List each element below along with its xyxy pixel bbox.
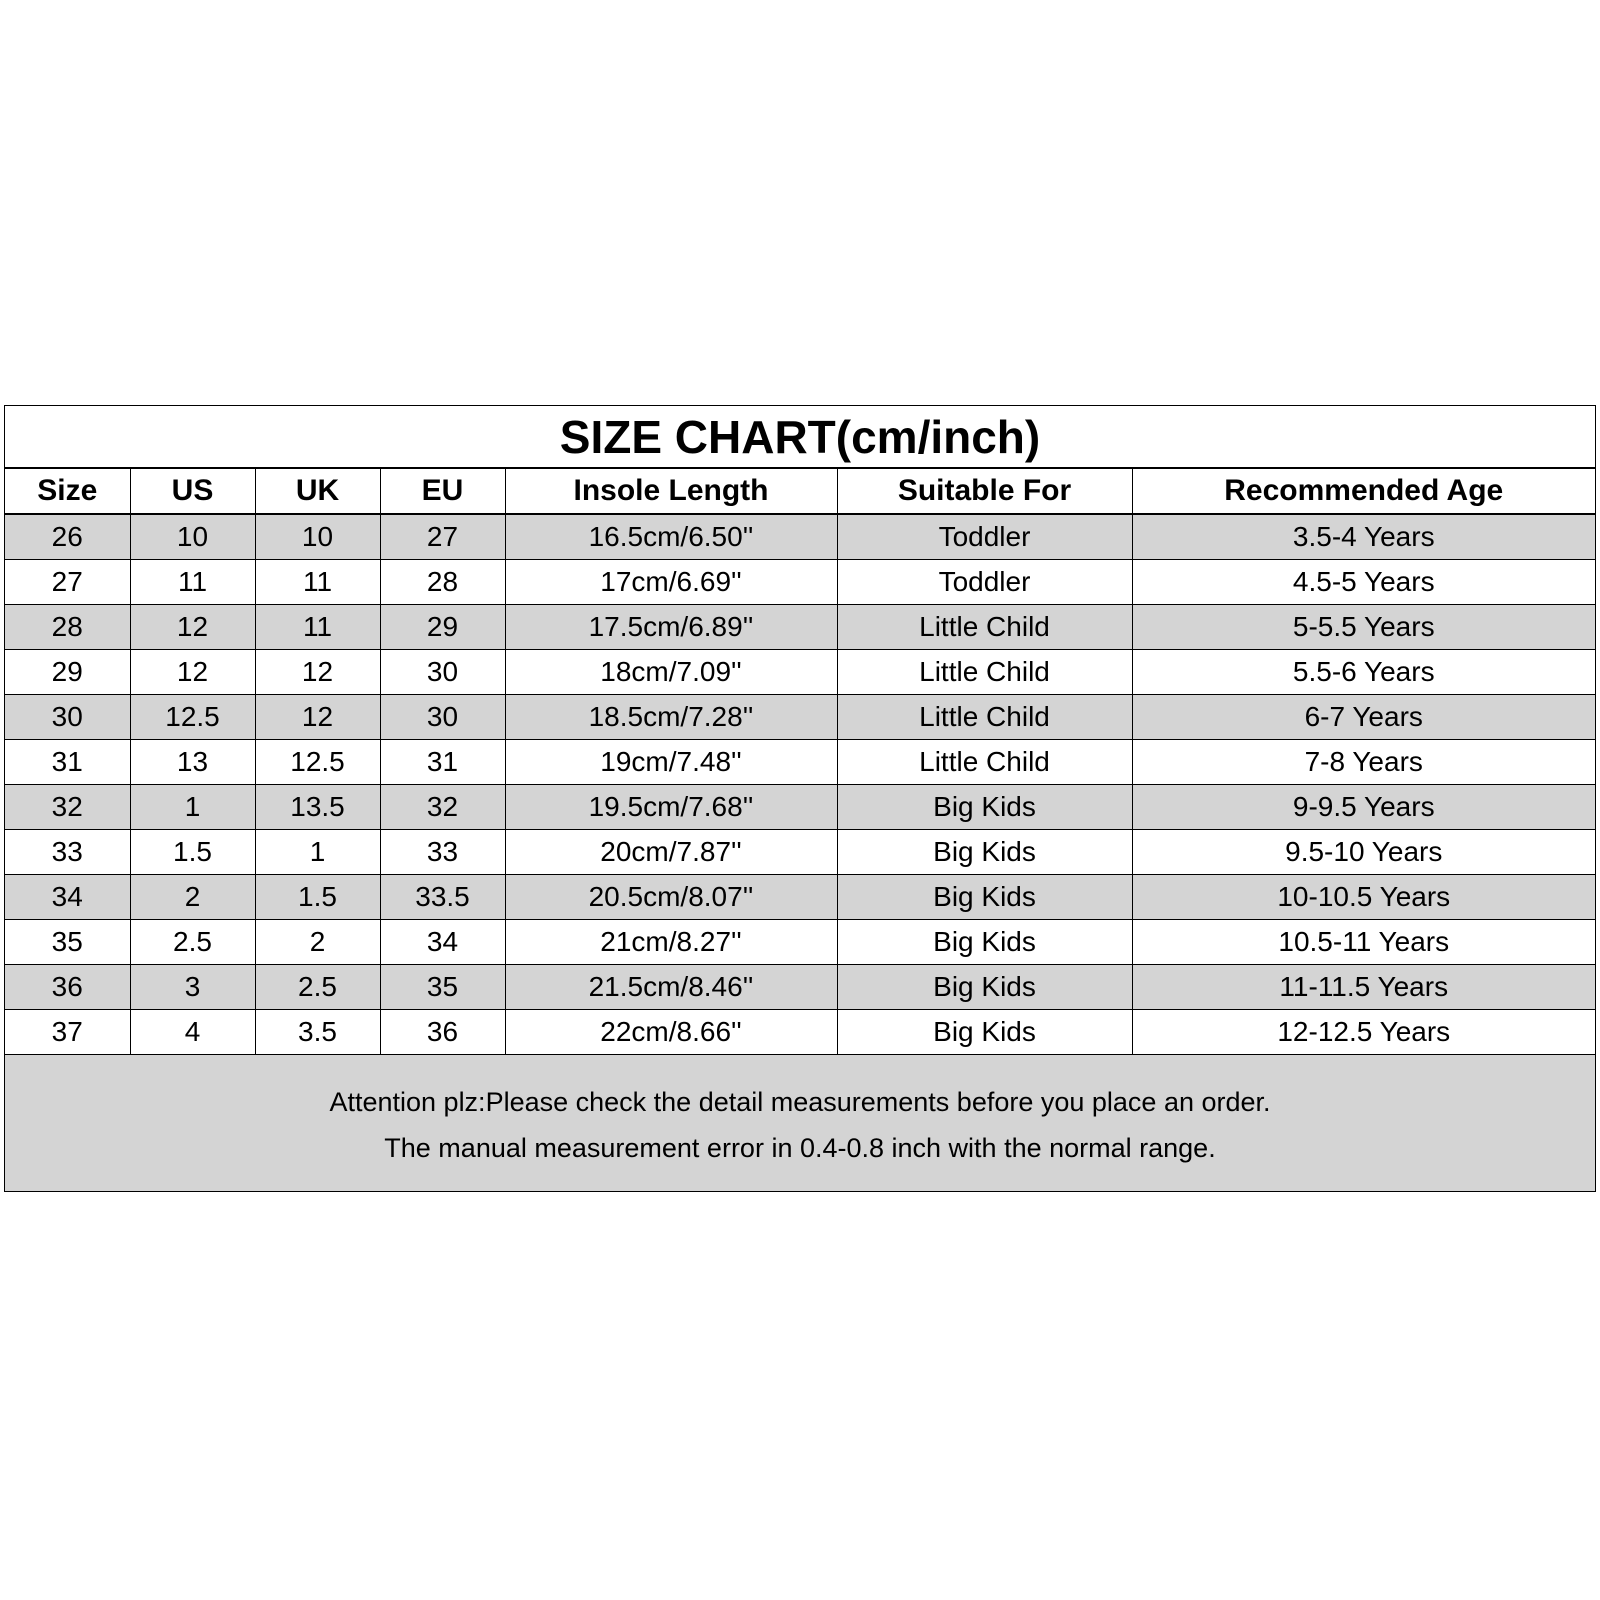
- table-row: [5, 560, 1595, 605]
- table-row: [5, 830, 1595, 875]
- cell-size: 31: [5, 740, 130, 785]
- cell-recommended-age: 3.5-4 Years: [1132, 514, 1595, 560]
- cell-insole-length: 20cm/7.87'': [505, 830, 837, 875]
- cell-size: 36: [5, 965, 130, 1010]
- cell-us: 13: [130, 740, 255, 785]
- cell-eu: 29: [380, 605, 505, 650]
- cell-uk: 11: [255, 560, 380, 605]
- cell-insole-length: 21.5cm/8.46'': [505, 965, 837, 1010]
- cell-us: 12: [130, 650, 255, 695]
- cell-suitable-for: Big Kids: [837, 875, 1132, 920]
- cell-uk: 13.5: [255, 785, 380, 830]
- cell-recommended-age: 9.5-10 Years: [1132, 830, 1595, 875]
- header-eu: EU: [380, 469, 505, 514]
- cell-insole-length: 18cm/7.09'': [505, 650, 837, 695]
- cell-size: 29: [5, 650, 130, 695]
- cell-insole-length: 21cm/8.27'': [505, 920, 837, 965]
- cell-eu: 33: [380, 830, 505, 875]
- cell-recommended-age: 4.5-5 Years: [1132, 560, 1595, 605]
- cell-uk: 1.5: [255, 875, 380, 920]
- cell-eu: 28: [380, 560, 505, 605]
- cell-eu: 32: [380, 785, 505, 830]
- chart-title: SIZE CHART(cm/inch): [5, 406, 1595, 469]
- table-row: [5, 965, 1595, 1010]
- cell-recommended-age: 11-11.5 Years: [1132, 965, 1595, 1010]
- cell-eu: 30: [380, 695, 505, 740]
- cell-us: 3: [130, 965, 255, 1010]
- cell-uk: 2.5: [255, 965, 380, 1010]
- cell-us: 4: [130, 1010, 255, 1055]
- size-table: [5, 469, 1595, 1055]
- cell-us: 1: [130, 785, 255, 830]
- table-row: [5, 740, 1595, 785]
- header-suitable-for: Suitable For: [837, 469, 1132, 514]
- cell-suitable-for: Big Kids: [837, 920, 1132, 965]
- cell-insole-length: 17.5cm/6.89'': [505, 605, 837, 650]
- cell-size: 26: [5, 514, 130, 560]
- table-row: [5, 605, 1595, 650]
- cell-recommended-age: 7-8 Years: [1132, 740, 1595, 785]
- cell-eu: 33.5: [380, 875, 505, 920]
- cell-eu: 34: [380, 920, 505, 965]
- notes-line-2: The manual measurement error in 0.4-0.8 inch with the normal range.: [384, 1133, 1216, 1163]
- cell-us: 11: [130, 560, 255, 605]
- cell-us: 12: [130, 605, 255, 650]
- cell-insole-length: 22cm/8.66'': [505, 1010, 837, 1055]
- cell-insole-length: 19cm/7.48'': [505, 740, 837, 785]
- cell-us: 10: [130, 514, 255, 560]
- cell-us: 2: [130, 875, 255, 920]
- cell-uk: 12.5: [255, 740, 380, 785]
- cell-size: 28: [5, 605, 130, 650]
- cell-suitable-for: Little Child: [837, 740, 1132, 785]
- cell-recommended-age: 5.5-6 Years: [1132, 650, 1595, 695]
- table-row: [5, 875, 1595, 920]
- cell-eu: 35: [380, 965, 505, 1010]
- header-uk: UK: [255, 469, 380, 514]
- cell-insole-length: 18.5cm/7.28'': [505, 695, 837, 740]
- cell-size: 34: [5, 875, 130, 920]
- cell-uk: 10: [255, 514, 380, 560]
- table-body: [5, 514, 1595, 1055]
- cell-uk: 1: [255, 830, 380, 875]
- header-insole-length: Insole Length: [505, 469, 837, 514]
- cell-size: 35: [5, 920, 130, 965]
- cell-us: 12.5: [130, 695, 255, 740]
- table-header: [5, 469, 1595, 514]
- cell-suitable-for: Big Kids: [837, 965, 1132, 1010]
- cell-suitable-for: Little Child: [837, 650, 1132, 695]
- cell-recommended-age: 10.5-11 Years: [1132, 920, 1595, 965]
- cell-insole-length: 20.5cm/8.07'': [505, 875, 837, 920]
- cell-recommended-age: 10-10.5 Years: [1132, 875, 1595, 920]
- cell-uk: 12: [255, 695, 380, 740]
- cell-suitable-for: Toddler: [837, 514, 1132, 560]
- header-us: US: [130, 469, 255, 514]
- header-recommended-age: Recommended Age: [1132, 469, 1595, 514]
- cell-recommended-age: 6-7 Years: [1132, 695, 1595, 740]
- cell-size: 30: [5, 695, 130, 740]
- table-row: [5, 695, 1595, 740]
- table-row: [5, 650, 1595, 695]
- cell-recommended-age: 5-5.5 Years: [1132, 605, 1595, 650]
- cell-eu: 27: [380, 514, 505, 560]
- cell-recommended-age: 9-9.5 Years: [1132, 785, 1595, 830]
- cell-uk: 2: [255, 920, 380, 965]
- table-row: [5, 1010, 1595, 1055]
- size-chart: [4, 405, 1596, 1192]
- cell-insole-length: 19.5cm/7.68'': [505, 785, 837, 830]
- cell-eu: 36: [380, 1010, 505, 1055]
- cell-size: 33: [5, 830, 130, 875]
- cell-uk: 3.5: [255, 1010, 380, 1055]
- cell-us: 1.5: [130, 830, 255, 875]
- notes-line-1: Attention plz:Please check the detail measurements before you place an order.: [329, 1087, 1271, 1117]
- notes-panel: [5, 1055, 1595, 1191]
- table-row: [5, 920, 1595, 965]
- table-row: [5, 785, 1595, 830]
- cell-eu: 30: [380, 650, 505, 695]
- cell-suitable-for: Little Child: [837, 605, 1132, 650]
- cell-suitable-for: Big Kids: [837, 785, 1132, 830]
- cell-insole-length: 16.5cm/6.50'': [505, 514, 837, 560]
- header-row: [5, 469, 1595, 514]
- cell-insole-length: 17cm/6.69'': [505, 560, 837, 605]
- cell-suitable-for: Toddler: [837, 560, 1132, 605]
- header-size: Size: [5, 469, 130, 514]
- cell-size: 27: [5, 560, 130, 605]
- cell-uk: 11: [255, 605, 380, 650]
- cell-size: 32: [5, 785, 130, 830]
- cell-us: 2.5: [130, 920, 255, 965]
- cell-eu: 31: [380, 740, 505, 785]
- cell-suitable-for: Little Child: [837, 695, 1132, 740]
- cell-suitable-for: Big Kids: [837, 1010, 1132, 1055]
- cell-recommended-age: 12-12.5 Years: [1132, 1010, 1595, 1055]
- table-row: [5, 514, 1595, 560]
- cell-size: 37: [5, 1010, 130, 1055]
- cell-uk: 12: [255, 650, 380, 695]
- cell-suitable-for: Big Kids: [837, 830, 1132, 875]
